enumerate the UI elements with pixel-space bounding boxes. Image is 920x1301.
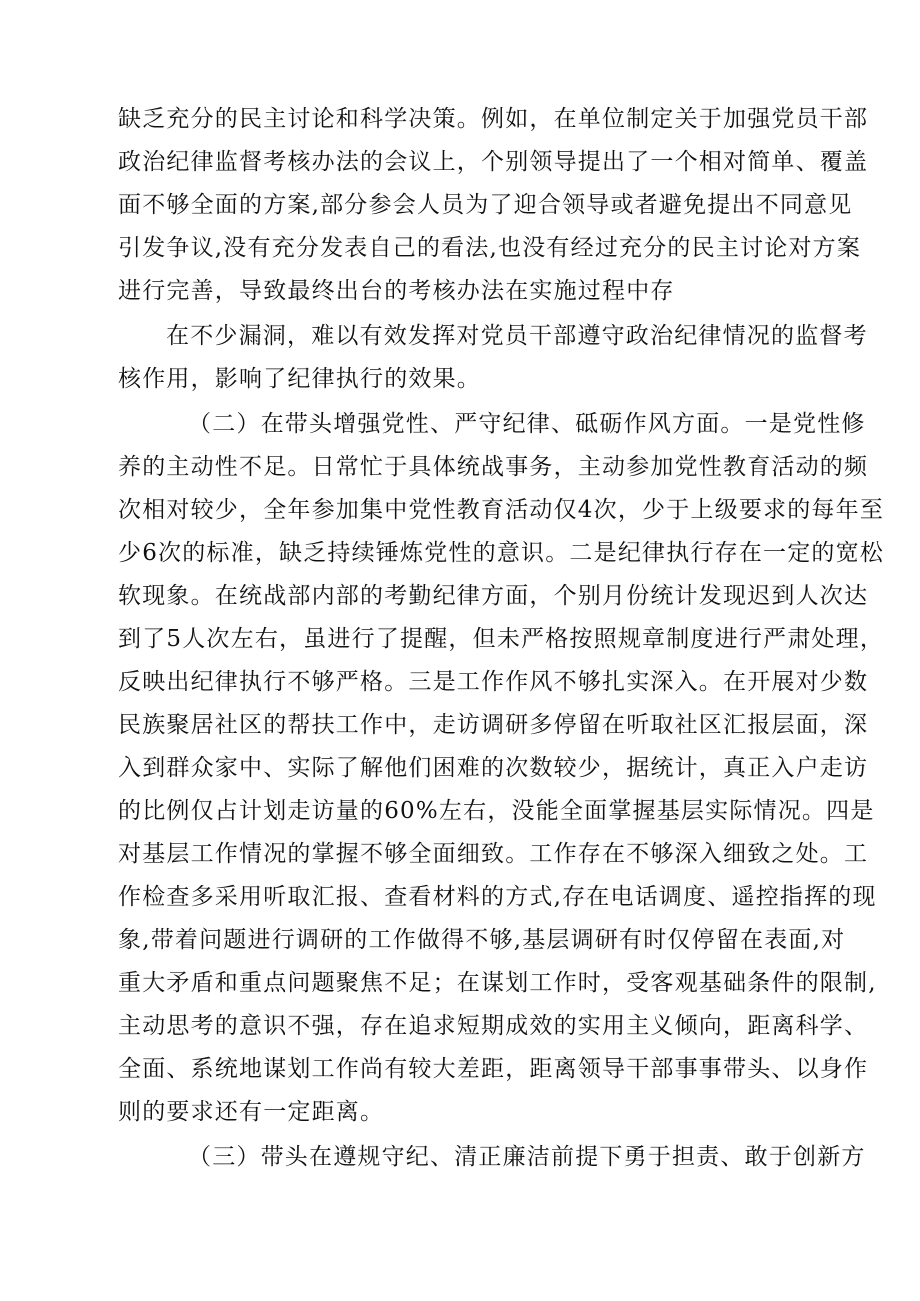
text-line: 缺乏充分的民主讨论和科学决策。例如，在单位制定关于加强党员干部 xyxy=(118,106,869,132)
text-line: 象,带着问题进行调研的工作做得不够,基层调研有时仅停留在表面,对 xyxy=(118,927,846,953)
text-line: 核作用，影响了纪律执行的效果。 xyxy=(118,366,481,392)
text-line: 的比例仅占计划走访量的60%左右，没能全面掌握基层实际情况。四是 xyxy=(118,798,875,824)
text-line: 重大矛盾和重点问题聚焦不足；在谋划工作时，受客观基础条件的限制, xyxy=(118,970,877,996)
text-line: 引发争议,没有充分发表自己的看法,也没有经过充分的民主讨论对方案 xyxy=(118,235,862,261)
text-line: 到了5人次左右，虽进行了提醒，但未严格按照规章制度进行严肃处理， xyxy=(118,626,885,652)
text-line: 进行完善，导致最终出台的考核办法在实施过程中存 xyxy=(118,278,675,304)
paragraph-start-line: 在不少漏洞，难以有效发挥对党员干部遵守政治纪律情况的监督考 xyxy=(166,323,868,349)
section-heading-line: （二）在带头增强党性、严守纪律、砥砺作风方面。一是党性修 xyxy=(188,411,866,437)
text-line: 主动思考的意识不强，存在追求短期成效的实用主义倾向，距离科学、 xyxy=(118,1013,869,1039)
text-line: 入到群众家中、实际了解他们困难的次数较少，据统计，真正入户走访 xyxy=(118,755,869,781)
section-heading-line: （三）带头在遵规守纪、清正廉洁前提下勇于担责、敢于创新方 xyxy=(188,1144,866,1170)
text-line: 全面、系统地谋划工作尚有较大差距，距离领导干部事事带头、以身作 xyxy=(118,1056,869,1082)
text-line: 少6次的标准，缺乏持续锤炼党性的意识。二是纪律执行存在一定的宽松 xyxy=(118,540,885,566)
text-line: 反映出纪律执行不够严格。三是工作作风不够扎实深入。在开展对少数 xyxy=(118,669,869,695)
text-line: 则的要求还有一定距离。 xyxy=(118,1099,385,1125)
text-line: 软现象。在统战部内部的考勤纪律方面，个别月份统计发现迟到人次达 xyxy=(118,583,869,609)
text-line: 面不够全面的方案,部分参会人员为了迎合领导或者避免提出不同意见 xyxy=(118,192,853,218)
text-line: 养的主动性不足。日常忙于具体统战事务，主动参加党性教育活动的频 xyxy=(118,454,869,480)
text-line: 作检查多采用听取汇报、查看材料的方式,存在电话调度、遥控指挥的现 xyxy=(118,884,877,910)
text-line: 次相对较少，全年参加集中党性教育活动仅4次，少于上级要求的每年至 xyxy=(118,497,885,523)
text-line: 政治纪律监督考核办法的会议上，个别领导提出了一个相对简单、覆盖 xyxy=(118,149,869,175)
text-line: 民族聚居社区的帮扶工作中，走访调研多停留在听取社区汇报层面，深 xyxy=(118,712,869,738)
text-line: 对基层工作情况的掌握不够全面细致。工作存在不够深入细致之处。工 xyxy=(118,841,869,867)
